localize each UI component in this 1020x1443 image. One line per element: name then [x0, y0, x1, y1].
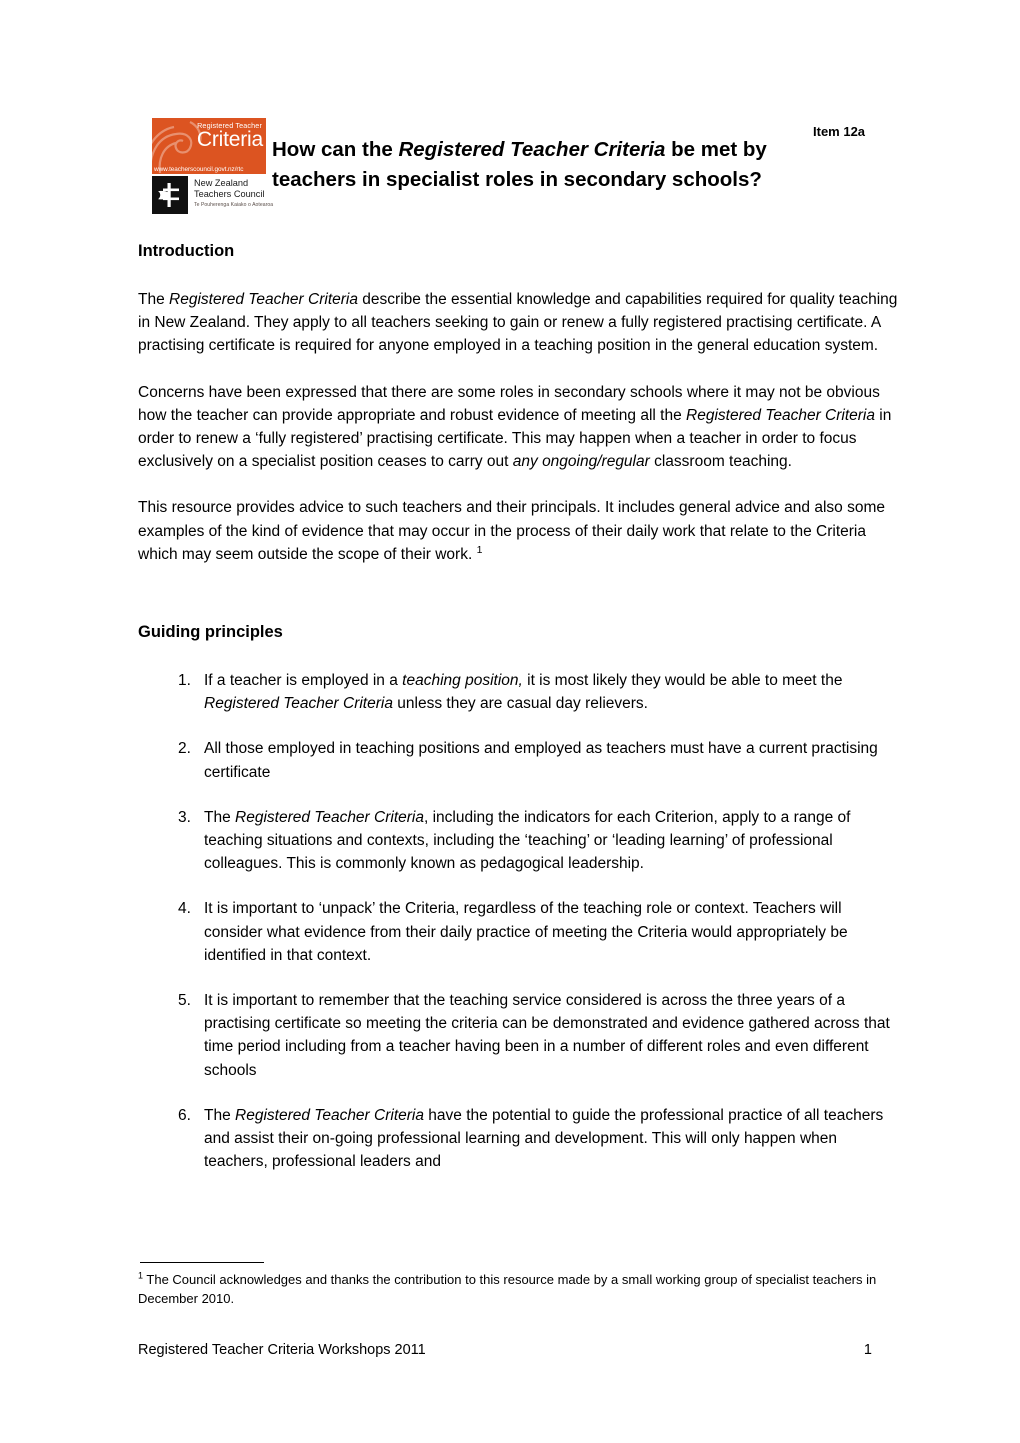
- registered-teacher-criteria-logo: [152, 118, 266, 174]
- introduction-heading: Introduction: [138, 242, 235, 260]
- council-name-line-1: New Zealand: [194, 178, 249, 188]
- guiding-principles-heading: Guiding principles: [138, 623, 283, 642]
- council-name-maori: Te Pouherenga Kaiako o Aotearoa: [194, 202, 274, 208]
- text-run-italic: Registered Teacher Criteria: [204, 695, 393, 713]
- spacer: [138, 262, 898, 288]
- text-run: have the potential to guide the professional practice of all teachers and assist their on-going professional learning and development. This will only happen when teachers, professional leaders and: [204, 1106, 884, 1171]
- text-run: This resource provides advice to such teachers and their principals. It includes general advice and also some examples of the kind of evidence that may occur in the process of their daily work that relate to the Criteria which may seem outside the scope of their work.: [138, 499, 885, 563]
- introduction-paragraph-1: [138, 288, 898, 358]
- text-run: in order to renew a ‘fully registered’ practising certificate. This may happen when a teacher in order to focus exclusively on a specialist position ceases to carry out: [138, 406, 892, 471]
- text-run: unless they are casual day relievers.: [392, 695, 648, 713]
- logo-group: [152, 118, 274, 216]
- list-item: [138, 669, 898, 715]
- page-title-italic: Registered Teacher Criteria: [398, 137, 666, 161]
- logo-subtitle: Registered Teacher: [197, 121, 262, 130]
- logo-wordmark: Criteria: [196, 128, 263, 151]
- text-run: classroom teaching.: [649, 453, 792, 471]
- text-run: The: [204, 1106, 236, 1124]
- text-run: If a teacher is employed in a: [204, 672, 403, 690]
- footnote-number: 1: [138, 1270, 144, 1281]
- council-name-block: [194, 178, 274, 209]
- council-emblem-icon: [152, 176, 188, 214]
- text-run-italic: Registered Teacher Criteria: [235, 1106, 424, 1124]
- text-run-italic: Registered Teacher Criteria: [686, 406, 875, 424]
- footnote-separator: [140, 1262, 264, 1263]
- document-body: [138, 240, 898, 1195]
- text-run: The: [138, 291, 170, 308]
- text-run-italic: any ongoing/regular: [512, 453, 650, 471]
- text-run: It is important to remember that the teaching service considered is across the three years of a practising certificate so meeting the criteria can be demonstrated and evidence gathered across that time period including from a teacher having been in a number of different roles and even different schools: [204, 992, 890, 1079]
- list-item: [138, 806, 898, 876]
- guiding-principles-list: [138, 669, 898, 1173]
- list-item: [138, 989, 898, 1082]
- list-item: [138, 897, 898, 967]
- page-title: [272, 135, 772, 195]
- page-title-suffix: be met by teachers in specialist roles in secondary schools?: [272, 137, 767, 191]
- text-run-italic: Registered Teacher Criteria: [235, 808, 424, 826]
- council-name-line-2: Teachers Council: [194, 189, 265, 199]
- text-run: The Council acknowledges and thanks the contribution to this resource made by a small working group of specialist teachers in December 2010.: [138, 1272, 877, 1306]
- spacer: [138, 643, 898, 669]
- footer-document-name: Registered Teacher Criteria Workshops 2011: [138, 1342, 426, 1358]
- footnote-reference-marker[interactable]: 1: [476, 543, 483, 556]
- page-footer: [138, 1340, 898, 1362]
- logo-url: www.teacherscouncil.govt.nz/rtc: [154, 165, 244, 173]
- footer-page-number: 1: [863, 1342, 872, 1358]
- text-run: The: [204, 808, 236, 826]
- document-header: [138, 112, 898, 222]
- list-item: [138, 1104, 898, 1174]
- text-run: describe the essential knowledge and capabilities required for quality teaching in New Zealand. They apply to all teachers seeking to gain or renew a fully registered practising certificate. A practising certificate is required for anyone employed in a teaching position in the general education system.: [138, 291, 898, 355]
- text-run: All those employed in teaching positions and employed as teachers must have a current practising certificate: [204, 740, 878, 781]
- spacer: [138, 589, 898, 621]
- new-zealand-teachers-council-logo: [152, 176, 274, 216]
- text-run: it is most likely they would be able to meet the: [522, 672, 843, 690]
- introduction-paragraph-3: [138, 496, 898, 566]
- page-title-prefix: How can the: [272, 137, 399, 161]
- text-run: Concerns have been expressed that there are some roles in secondary schools where it may not be obvious how the teacher can provide appropriate and robust evidence of meeting all the: [138, 383, 880, 424]
- text-run: , including the indicators for each Criterion, apply to a range of teaching situations and contexts, including the ‘teaching’ or ‘leading learning’ of professional colleagues. This is commonly known as pedagogical leadership.: [204, 808, 851, 873]
- list-item: [138, 737, 898, 783]
- footnote-area: [138, 1262, 898, 1308]
- text-run-italic: Registered Teacher Criteria: [169, 291, 358, 308]
- text-run-italic: teaching position,: [402, 672, 523, 690]
- text-run: It is important to ‘unpack’ the Criteria, regardless of the teaching role or context. Teachers will consider what evidence from their daily practice of meeting the Criteria would appropriately be identified in that context.: [204, 900, 848, 964]
- agenda-item-tag: Item 12a: [813, 124, 866, 139]
- introduction-paragraph-2: [138, 381, 898, 474]
- footnote-text: [138, 1271, 898, 1308]
